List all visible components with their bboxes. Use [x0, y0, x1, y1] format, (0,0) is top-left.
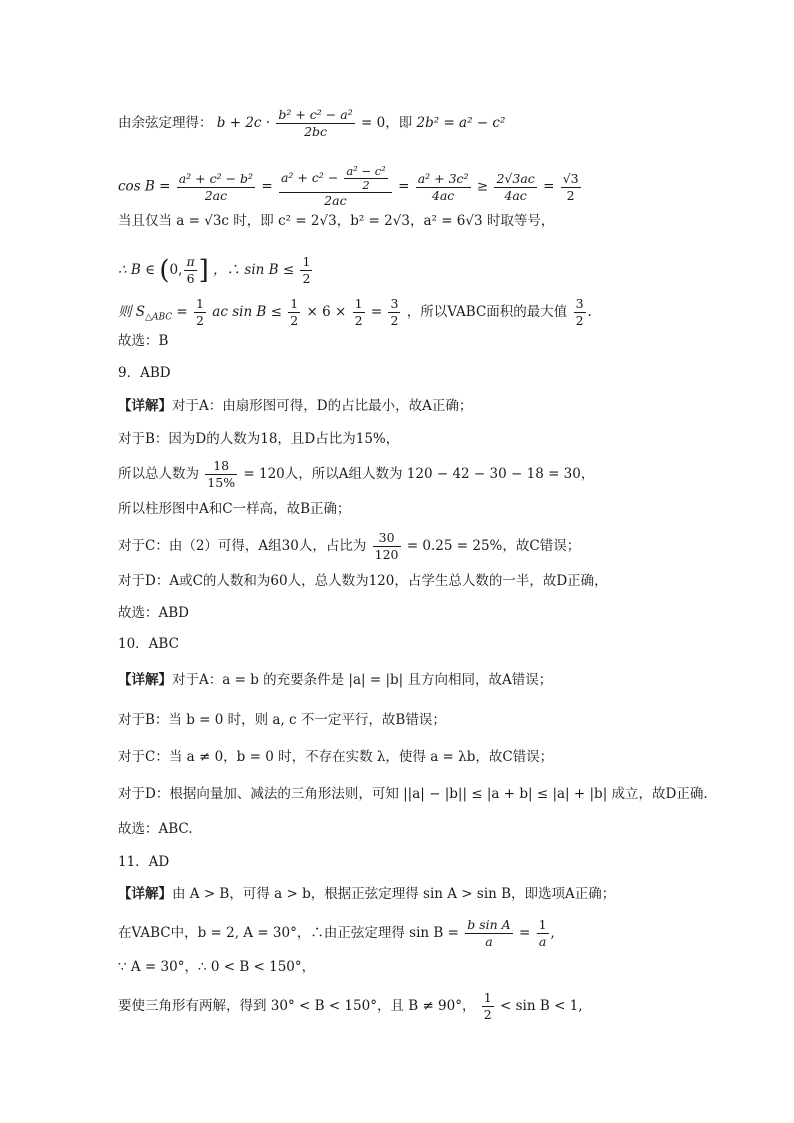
answer-8: 故选：B [118, 333, 169, 349]
fraction: $\frac{√3}{2}$ [562, 170, 579, 203]
fraction: a² + c² − $\frac{\text{a² − c²}}{2}$ 2ac [279, 165, 392, 209]
fraction: $\frac{\text{b² + c² − a²}}{2bc}$ [278, 107, 353, 139]
q10-b-line: 对于B：当 b = 0 时，则 a, c 不一定平行，故B错误； [118, 712, 446, 728]
fraction: $\frac{\text{a² + c² − b²}}{2ac}$ [178, 170, 254, 203]
q9-bar-line: 所以柱形图中A和C一样高，故B正确； [118, 501, 351, 517]
q11-two-solution-line: 要使三角形有两解，得到 30° < B < 150°，且 B ≠ 90°， $\frac{1}{2}$ < sin B < 1, [118, 990, 583, 1022]
area-line: 则 $S_{\triangle ABC}$ = $\frac{1}{2}$ ac sin B ≤ $\frac{1}{2}$ × 6 × $\frac{1}{2}$ = $\frac{3}{2}$ ，所以VABC面积的最大值 $\frac{3}{2}$ . [118, 296, 592, 328]
fraction: $\frac{\text{a² + 3c²}}{4ac}$ [417, 170, 469, 203]
answer-10: 故选：ABC. [118, 821, 193, 837]
q10-c-line: 对于C：当 a ≠ 0，b = 0 时，不存在实数 λ，使得 a = λb，故C错误； [118, 749, 554, 765]
question-11-header: 11．AD [118, 854, 170, 870]
q10-d-line: 对于D：根据向量加、减法的三角形法则，可知 ||a| − |b|| ≤ |a + b| ≤ |a| + |b| 成立，故D正确. [118, 786, 708, 802]
q11-sine-law-line: 在VABC中，b = 2, A = 30°，∴由正弦定理得 sin B = $\frac{\text{b sin A}}{a}$ = $\frac{1}{a}$ , [118, 917, 555, 949]
text: = 0，即 [361, 115, 413, 131]
q10-a-line: 【详解】对于A：a = b 的充要条件是 |a| = |b| 且方向相同，故A错误； [118, 672, 553, 688]
question-10-header: 10．ABC [118, 636, 179, 652]
q9-c-line: 对于C：由（2）可得，A组30人，占比为 $\frac{30}{120}$ = 0.25 = 25%，故C错误； [118, 530, 581, 562]
cosB-line: cos B = $\frac{\text{a² + c² − b²}}{2ac}$ = a² + c² − $\frac{\text{a² − c²}}{2}$ 2ac = $\frac{\text{a² + 3c²}}{4ac}$ ≥ $\frac{2√3ac}{4ac}$ = $\frac{√3}{2}$ [118, 164, 579, 208]
question-9-header: 9．ABD [118, 365, 171, 381]
fraction: $\frac{2√3ac}{4ac}$ [496, 170, 535, 203]
q11-a-line: 【详解】由 A > B，可得 a > b，根据正弦定理得 sin A > sin B，即选项A正确； [118, 886, 616, 902]
q9-explanation-b: 对于B：因为D的人数为18，且D占比为15%， [118, 431, 400, 447]
q9-d-line: 对于D：A或C的人数和为60人，总人数为120，占学生总人数的一半，故D正确， [118, 573, 608, 589]
B-range-line: ∴ B ∈ (0, $\frac{\pi}{6}$ ] ，∴ sin B ≤ $\frac{1}{2}$ [118, 254, 311, 286]
math: b + 2c · [216, 115, 271, 131]
cosine-law-line [118, 107, 505, 140]
math: 2b² = a² − c² [416, 115, 506, 131]
q9-total-line: 所以总人数为 $\frac{18}{15\%}$ = 120人，所以A组人数为 120 − 42 − 30 − 18 = 30， [118, 458, 595, 490]
q11-B-range-line: ∵ A = 30°，∴ 0 < B < 150°， [118, 959, 316, 975]
math: cos B = [118, 178, 171, 195]
answer-9: 故选：ABD [118, 605, 189, 621]
equality-condition-line: 当且仅当 a = √3c 时，即 c² = 2√3，b² = 2√3，a² = 6√3 时取等号， [118, 213, 555, 229]
q9-explanation-a: 【详解】对于A：由扇形图可得，D的占比最小，故A正确； [118, 398, 473, 414]
text: 由余弦定理得： [118, 115, 213, 131]
